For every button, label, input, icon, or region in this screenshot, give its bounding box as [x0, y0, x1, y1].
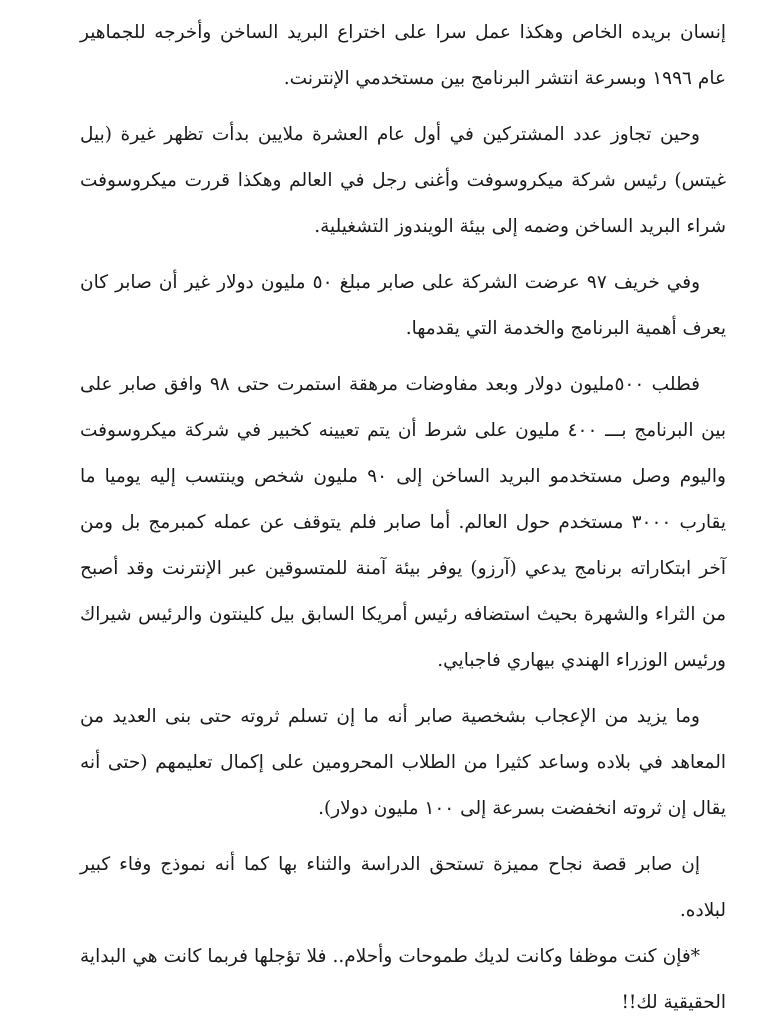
paragraph-3: وفي خريف ٩٧ عرضت الشركة على صابر مبلغ ٥٠ مليون دولار غير أن صابر كان يعرف أهمية البرنامج والخدمة التي يقدمها. — [80, 272, 726, 339]
paragraph-4: فطلب ٥٠٠مليون دولار وبعد مفاوضات مرهقة استمرت حتى ٩٨ وافق صابر على بين البرنامج بـــ ٤٠٠ مليون على شرط أن يتم تعيينه كخبير في شركة ميكروسوفت واليوم وصل مستخدمو البريد الساخن إلى ٩٠ مليون شخص وينتسب إليه يوميا ما يقارب ٣٠٠٠ مستخدم حول العالم. أما صابر فلم يتوقف عن عمله كمبرمج بل ومن آخر ابتكاراته برنامج يدعي (آرزو) يوفر بيئة آمنة للمتسوقين عبر الإنترنت وقد أصبح من الثراء والشهرة بحيث استضافه رئيس أمريكا السابق بيل كلينتون والرئيس شيراك ورئيس الوزراء الهندي بيهاري فاجبايي. — [80, 374, 727, 671]
paragraph-5: وما يزيد من الإعجاب بشخصية صابر أنه ما إن تسلم ثروته حتى بنى العديد من المعاهد في بلاده وساعد كثيرا من الطلاب المحرومين على إكمال تعليمهم (حتى أنه يقال إن ثروته انخفضت بسرعة إلى ١٠٠ مليون دولار). — [80, 706, 726, 819]
paragraph-1: إنسان بريده الخاص وهكذا عمل سرا على اختراع البريد الساخن وأخرجه للجماهير عام ١٩٩٦ وبسرعة انتشر البرنامج بين مستخدمي الإنترنت. — [80, 22, 726, 89]
paragraph-6: إن صابر قصة نجاح مميزة تستحق الدراسة والثناء بها كما أنه نموذج وفاء كبير لبلاده. — [80, 854, 726, 921]
paragraph-2: وحين تجاوز عدد المشتركين في أول عام العشرة ملايين بدأت تظهر غيرة (بيل غيتس) رئيس شركة ميكروسوفت وأغنى رجل في العالم وهكذا قررت ميكروسوفت شراء البريد الساخن وضمه إلى بيئة الويندوز التشغيلية. — [80, 124, 726, 237]
paragraph-7: *فإن كنت موظفا وكانت لديك طموحات وأحلام.. فلا تؤجلها فربما كانت هي البداية الحقيقية لك!! — [80, 946, 726, 1013]
document-page — [80, 10, 726, 1026]
